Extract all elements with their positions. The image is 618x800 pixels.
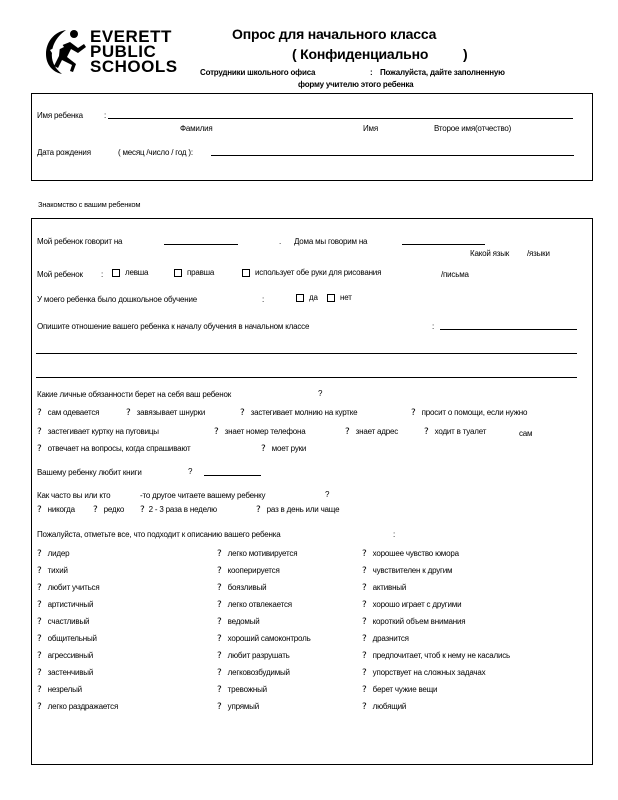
duty-label: застегивает куртку на пуговицы [47, 427, 159, 436]
checkbox-glyph-icon[interactable]: ? [37, 408, 42, 418]
attitude-field-3[interactable] [36, 377, 577, 378]
child-name-field[interactable] [108, 118, 573, 119]
last-name-caption: Фамилия [180, 124, 213, 133]
trait-option[interactable] [217, 685, 267, 695]
duty-option[interactable] [126, 408, 205, 418]
trait-label: лидер [47, 549, 70, 558]
trait-option[interactable] [217, 617, 260, 627]
trait-option[interactable] [362, 685, 437, 695]
trait-option[interactable] [37, 668, 93, 678]
child-name-colon: : [104, 111, 107, 120]
right-handed-label: правша [187, 268, 215, 277]
trait-option[interactable] [37, 566, 68, 576]
checkbox-glyph-icon[interactable]: ? [140, 505, 145, 515]
books-label: Вашему ребенку любит книги [37, 468, 142, 477]
reading-option[interactable] [140, 505, 217, 515]
both-hands-checkbox[interactable] [242, 269, 250, 277]
trait-label: дразнится [372, 634, 409, 643]
reading-option[interactable] [37, 505, 75, 515]
speaks-dot: . [279, 237, 282, 246]
checkbox-glyph-icon[interactable]: ? [362, 685, 367, 695]
checkbox-glyph-icon[interactable]: ? [217, 583, 222, 593]
checkbox-glyph-icon[interactable]: ? [37, 651, 42, 661]
please-note: Пожалуйста, дайте заполненную [380, 68, 505, 77]
trait-label: короткий объем внимания [372, 617, 466, 626]
checkbox-glyph-icon[interactable]: ? [37, 634, 42, 644]
traits-label: Пожалуйста, отметьте все, что подходит к описанию вашего ребенка [37, 530, 281, 539]
checkbox-glyph-icon[interactable]: ? [214, 427, 219, 437]
handedness-colon: : [101, 270, 104, 279]
checkbox-glyph-icon[interactable]: ? [126, 408, 131, 418]
preschool-no-label: нет [340, 293, 352, 302]
duty-label: знает номер телефона [224, 427, 306, 436]
trait-label: легко мотивируется [227, 549, 298, 558]
duty-option[interactable] [37, 427, 159, 437]
trait-option[interactable] [37, 685, 82, 695]
right-handed-option[interactable] [174, 268, 214, 277]
trait-label: тревожный [227, 685, 267, 694]
trait-option[interactable] [217, 583, 266, 593]
checkbox-glyph-icon[interactable]: ? [37, 427, 42, 437]
trait-option[interactable] [37, 549, 69, 559]
trait-option[interactable] [217, 702, 259, 712]
preschool-no-checkbox[interactable] [327, 294, 335, 302]
trait-option[interactable] [362, 617, 465, 627]
which-language-caption: Какой язык [470, 249, 510, 258]
first-name-caption: Имя [363, 124, 378, 133]
duties-label: Какие личные обязанности берет на себя ваш ребенок [37, 390, 232, 399]
trait-option[interactable] [217, 566, 280, 576]
reading-option-label: раз в день или чаще [266, 505, 340, 514]
speaks-field[interactable] [164, 244, 238, 245]
child-name-label: Имя ребенка [37, 111, 83, 120]
trait-label: любит учиться [47, 583, 100, 592]
staff-colon: : [370, 68, 373, 77]
checkbox-glyph-icon[interactable]: ? [411, 408, 416, 418]
checkbox-glyph-icon[interactable]: ? [217, 651, 222, 661]
both-hands-option[interactable] [242, 268, 381, 277]
child-info-box [31, 93, 593, 181]
trait-option[interactable] [217, 549, 297, 559]
trait-option[interactable] [37, 617, 89, 627]
left-handed-option[interactable] [112, 268, 148, 277]
attitude-label: Опишите отношение вашего ребенка к началу обучения в начальном классе [37, 322, 310, 331]
checkbox-glyph-icon[interactable]: ? [217, 685, 222, 695]
duty-label: отвечает на вопросы, когда спрашивают [47, 444, 191, 453]
duty-option[interactable] [240, 408, 357, 418]
trait-option[interactable] [362, 600, 461, 610]
middle-name-caption: Второе имя(отчество) [434, 124, 512, 133]
trait-option[interactable] [362, 702, 406, 712]
dob-format: ( месяц /число / год ): [118, 148, 193, 157]
checkbox-glyph-icon[interactable]: ? [424, 427, 429, 437]
trait-option[interactable] [362, 634, 409, 644]
trait-option[interactable] [362, 583, 406, 593]
preschool-yes-checkbox[interactable] [296, 294, 304, 302]
duty-option[interactable] [424, 427, 486, 437]
checkbox-glyph-icon[interactable]: ? [37, 617, 42, 627]
trait-option[interactable] [362, 549, 459, 559]
checkbox-glyph-icon[interactable]: ? [362, 583, 367, 593]
checkbox-glyph-icon[interactable]: ? [345, 427, 350, 437]
trait-label: счастливый [47, 617, 90, 626]
trait-option[interactable] [217, 634, 311, 644]
checkbox-glyph-icon[interactable]: ? [37, 600, 42, 610]
duty-option[interactable] [261, 444, 306, 454]
checkbox-glyph-icon[interactable]: ? [217, 617, 222, 627]
books-qmark: ? [188, 467, 193, 476]
reading-option-label: никогда [47, 505, 75, 514]
trait-label: берет чужие вещи [372, 685, 438, 694]
left-handed-label: левша [125, 268, 149, 277]
reading-qmark: ? [325, 490, 330, 499]
checkbox-glyph-icon[interactable]: ? [362, 651, 367, 661]
checkbox-glyph-icon[interactable]: ? [362, 549, 367, 559]
checkbox-glyph-icon[interactable]: ? [37, 549, 42, 559]
checkbox-glyph-icon[interactable]: ? [362, 617, 367, 627]
checkbox-glyph-icon[interactable]: ? [362, 600, 367, 610]
runner-logo-icon [40, 24, 90, 76]
preschool-colon: : [262, 295, 265, 304]
trait-label: хорошее чувство юмора [372, 549, 459, 558]
duty-option[interactable] [345, 427, 398, 437]
trait-label: активный [372, 583, 407, 592]
trait-option[interactable] [362, 566, 452, 576]
trait-option[interactable] [37, 600, 93, 610]
trait-label: незрелый [47, 685, 82, 694]
duty-label: завязывает шнурки [136, 408, 206, 417]
checkbox-glyph-icon[interactable]: ? [362, 566, 367, 576]
logo-text-1: EVERETT [90, 27, 172, 46]
speaks-label: Мой ребенок говорит на [37, 237, 123, 246]
checkbox-glyph-icon[interactable]: ? [37, 685, 42, 695]
checkbox-glyph-icon[interactable]: ? [240, 408, 245, 418]
reading-option[interactable] [256, 505, 339, 515]
trait-label: боязливый [227, 583, 267, 592]
duty-label: знает адрес [355, 427, 399, 436]
trait-label: предпочитает, чтоб к нему не касались [372, 651, 511, 660]
handedness-label: Мой ребенок [37, 270, 83, 279]
reading-label-b: -то другое читаете вашему ребенку [140, 491, 266, 500]
attitude-field-1[interactable] [440, 329, 577, 330]
logo-text-2: PUBLIC [90, 42, 157, 61]
duty-option[interactable] [37, 408, 99, 418]
reading-label-a: Как часто вы или кто [37, 491, 111, 500]
duty-option[interactable] [411, 408, 527, 418]
trait-option[interactable] [217, 600, 292, 610]
trait-label: чувствителен к другим [372, 566, 453, 575]
dob-field[interactable] [211, 155, 574, 156]
home-language-field[interactable] [402, 244, 485, 245]
duties-qmark: ? [318, 389, 323, 398]
trait-label: легковозбудимый [227, 668, 290, 677]
preschool-label: У моего ребенка было дошкольное обучение [37, 295, 197, 304]
trait-label: упорствует на сложных задачах [372, 668, 486, 677]
preschool-yes-label: да [309, 293, 318, 302]
section-title: Знакомство с вашим ребенком [38, 200, 141, 209]
trait-label: общительный [47, 634, 97, 643]
duty-label: моет руки [271, 444, 307, 453]
duty-self-caption: сам [519, 429, 533, 438]
checkbox-glyph-icon[interactable]: ? [256, 505, 261, 515]
trait-label: хорошо играет с другими [372, 600, 462, 609]
checkbox-glyph-icon[interactable]: ? [217, 634, 222, 644]
duty-label: застегивает молнию на куртке [250, 408, 358, 417]
reading-option-label: редко [103, 505, 125, 514]
trait-label: любящий [372, 702, 407, 711]
preschool-yes-option[interactable] [296, 293, 318, 302]
duty-option[interactable] [214, 427, 306, 437]
checkbox-glyph-icon[interactable]: ? [93, 505, 98, 515]
trait-label: легко раздражается [47, 702, 119, 711]
checkbox-glyph-icon[interactable]: ? [217, 549, 222, 559]
trait-label: агрессивный [47, 651, 94, 660]
attitude-colon: : [432, 322, 435, 331]
trait-label: любит разрушать [227, 651, 290, 660]
duty-option[interactable] [37, 444, 191, 454]
checkbox-glyph-icon[interactable]: ? [37, 566, 42, 576]
form-title: Опрос для начального класса [232, 26, 437, 42]
checkbox-glyph-icon[interactable]: ? [37, 505, 42, 515]
duty-label: ходит в туалет [434, 427, 487, 436]
duty-label: просит о помощи, если нужно [421, 408, 528, 417]
form-subtitle: ( Конфиденциально [292, 46, 429, 62]
trait-option[interactable] [37, 702, 118, 712]
trait-label: упрямый [227, 702, 259, 711]
trait-option[interactable] [217, 651, 290, 661]
checkbox-glyph-icon[interactable]: ? [261, 444, 266, 454]
checkbox-glyph-icon[interactable]: ? [217, 702, 222, 712]
checkbox-glyph-icon[interactable]: ? [37, 444, 42, 454]
reading-option-label: 2 - 3 раза в неделю [148, 505, 217, 514]
logo-text-3: SCHOOLS [90, 57, 178, 76]
home-language-label: Дома мы говорим на [294, 237, 368, 246]
trait-option[interactable] [217, 668, 290, 678]
checkbox-glyph-icon[interactable]: ? [37, 668, 42, 678]
trait-label: ведомый [227, 617, 260, 626]
right-handed-checkbox[interactable] [174, 269, 182, 277]
trait-label: застенчивый [47, 668, 94, 677]
left-handed-checkbox[interactable] [112, 269, 120, 277]
checkbox-glyph-icon[interactable]: ? [217, 566, 222, 576]
dob-label: Дата рождения [37, 148, 91, 157]
attitude-field-2[interactable] [36, 353, 577, 354]
form-subtitle-close: ) [463, 46, 468, 62]
languages-caption: /языки [527, 249, 550, 258]
checkbox-glyph-icon[interactable]: ? [362, 702, 367, 712]
duty-label: сам одевается [47, 408, 100, 417]
checkbox-glyph-icon[interactable]: ? [217, 668, 222, 678]
staff-label: Сотрудники школьного офиса [200, 68, 316, 77]
both-hands-label: использует обе руки для рисования [255, 268, 382, 277]
trait-option[interactable] [37, 634, 97, 644]
checkbox-glyph-icon[interactable]: ? [37, 583, 42, 593]
preschool-no-option[interactable] [327, 293, 352, 302]
books-field[interactable] [204, 475, 261, 476]
trait-label: легко отвлекается [227, 600, 292, 609]
reading-option[interactable] [93, 505, 124, 515]
trait-option[interactable] [362, 651, 510, 661]
checkbox-glyph-icon[interactable]: ? [362, 668, 367, 678]
checkbox-glyph-icon[interactable]: ? [217, 600, 222, 610]
checkbox-glyph-icon[interactable]: ? [37, 702, 42, 712]
checkbox-glyph-icon[interactable]: ? [362, 634, 367, 644]
traits-colon: : [393, 530, 396, 539]
trait-label: хороший самоконтроль [227, 634, 311, 643]
trait-label: кооперируется [227, 566, 280, 575]
trait-label: артистичный [47, 600, 94, 609]
trait-option[interactable] [362, 668, 485, 678]
trait-option[interactable] [37, 651, 93, 661]
trait-label: тихий [47, 566, 68, 575]
writing-caption: /письма [441, 270, 469, 279]
form-to-teacher: форму учителю этого ребенка [298, 80, 414, 89]
trait-option[interactable] [37, 583, 99, 593]
